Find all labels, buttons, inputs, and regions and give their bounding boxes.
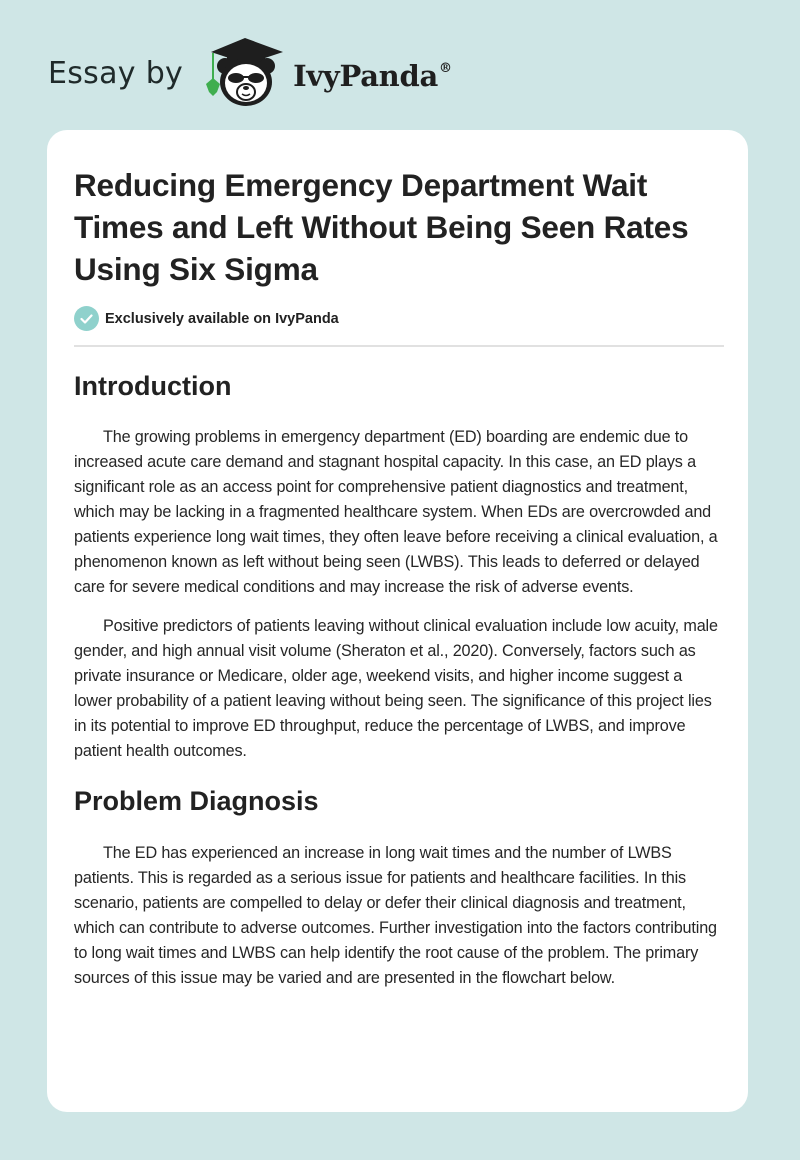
article-title: Reducing Emergency Department Wait Times and Left Without Being Seen Rates Using Six Sigma (74, 167, 689, 287)
essay-by-label: Essay by (48, 55, 184, 91)
registered-mark: ® (438, 61, 452, 76)
check-circle-icon (74, 306, 99, 331)
section-heading-problem-diagnosis: Problem Diagnosis (74, 786, 319, 816)
panda-graduation-cap-icon[interactable] (201, 34, 287, 110)
section-heading-introduction: Introduction (74, 371, 232, 401)
paragraph: The growing problems in emergency department (ED) boarding are endemic due to increased acute care demand and stagnant hospital capacity. In this case, an ED plays a significant role as an access point for comprehensive patient diagnostics and treatment, which may be lacking in a fragmented healthcare system. When EDs are overcrowded and patients experience long wait times, they often leave before receiving a clinical evaluation, a phenomenon known as left without being seen (LWBS). This leads to deferred or delayed care for severe medical conditions and may increase the risk of adverse events. (74, 428, 718, 596)
brand-text: IvyPanda (293, 59, 438, 93)
brand-name[interactable] (293, 59, 452, 93)
paragraph: The ED has experienced an increase in long wait times and the number of LWBS patients. This is regarded as a serious issue for patients and healthcare facilities. In this scenario, patients are compelled to delay or defer their clinical diagnosis and treatment, which can contribute to adverse outcomes. Further investigation into the factors contributing to long wait times and LWBS can help identify the root cause of the problem. The primary sources of this issue may be varied and are presented in the flowchart below. (74, 844, 717, 987)
exclusive-label: Exclusively available on IvyPanda (105, 310, 339, 327)
article-card (47, 130, 748, 1112)
exclusive-badge (74, 306, 724, 331)
paragraph: Positive predictors of patients leaving without clinical evaluation include low acuity, male gender, and high annual visit volume (Sheraton et al., 2020). Conversely, factors such as private insurance or Medicare, older age, weekend visits, and higher income suggest a lower probability of a patient leaving without being seen. The significance of this project lies in its potential to improve ED throughput, reduce the percentage of LWBS, and improve patient health outcomes. (74, 617, 718, 760)
site-header (48, 34, 452, 110)
article-content (74, 130, 724, 991)
divider (74, 345, 724, 347)
